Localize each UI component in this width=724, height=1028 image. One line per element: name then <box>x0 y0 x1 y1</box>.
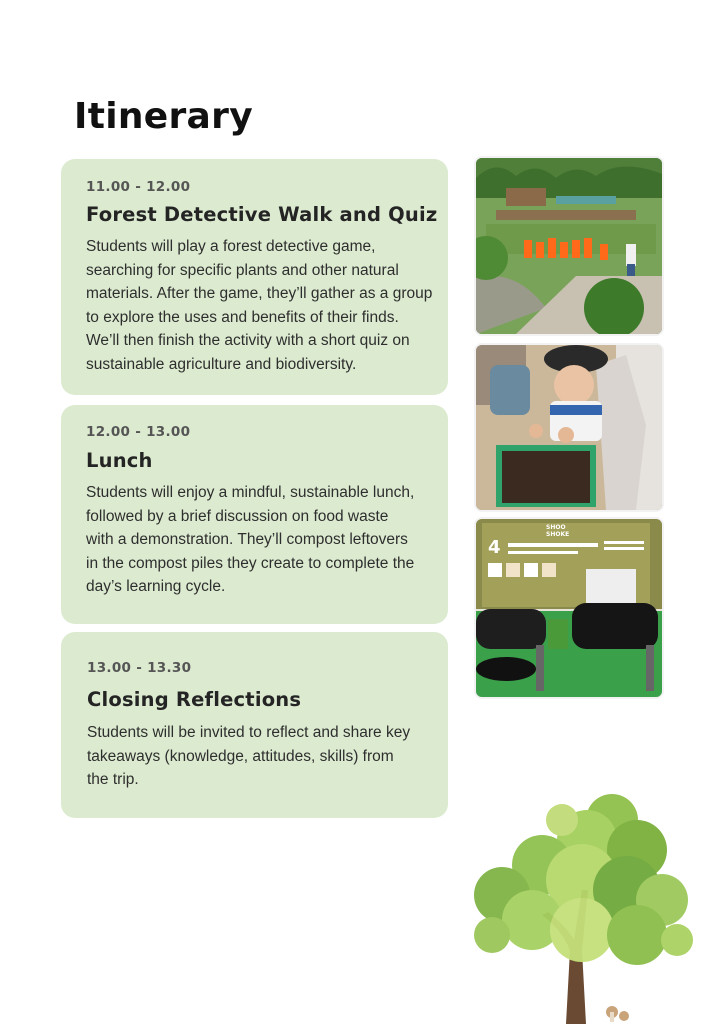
schedule-description: Students will enjoy a mindful, sustainable lunch, followed by a brief discussion on food waste with a demonstration. They’ll compost leftovers in the compost piles they create to complete the day’s learning cycle. <box>86 484 415 596</box>
photo-compost-display <box>476 519 662 697</box>
tree-illustration <box>462 780 694 1024</box>
poster-brand-top: SHOO <box>546 524 566 531</box>
schedule-time: 12.00 - 13.00 <box>86 424 191 440</box>
schedule-title: Lunch <box>86 449 153 472</box>
page-title: Itinerary <box>74 96 253 137</box>
photo-forest-walk <box>476 158 662 334</box>
schedule-time: 13.00 - 13.30 <box>87 660 192 676</box>
poster-brand-bottom: SHOKE <box>546 531 570 538</box>
schedule-card-closing-reflections <box>61 632 448 818</box>
schedule-card-forest-detective <box>61 159 448 395</box>
poster-number: 4 <box>488 537 501 558</box>
schedule-description: Students will play a forest detective game, searching for specific plants and other natural materials. After the game, they’ll gather as a group to explore the uses and benefits of their finds. We’ll then finish the activity with a short quiz on sustainable agriculture and biodiversity. <box>86 238 433 373</box>
schedule-title: Closing Reflections <box>87 688 302 711</box>
schedule-time: 11.00 - 12.00 <box>86 179 191 195</box>
schedule-card-lunch <box>61 405 448 624</box>
schedule-description: Students will be invited to reflect and share key takeaways (knowledge, attitudes, skills) from the trip. <box>87 724 411 789</box>
schedule-title: Forest Detective Walk and Quiz <box>86 203 438 226</box>
photo-composting <box>476 345 662 510</box>
